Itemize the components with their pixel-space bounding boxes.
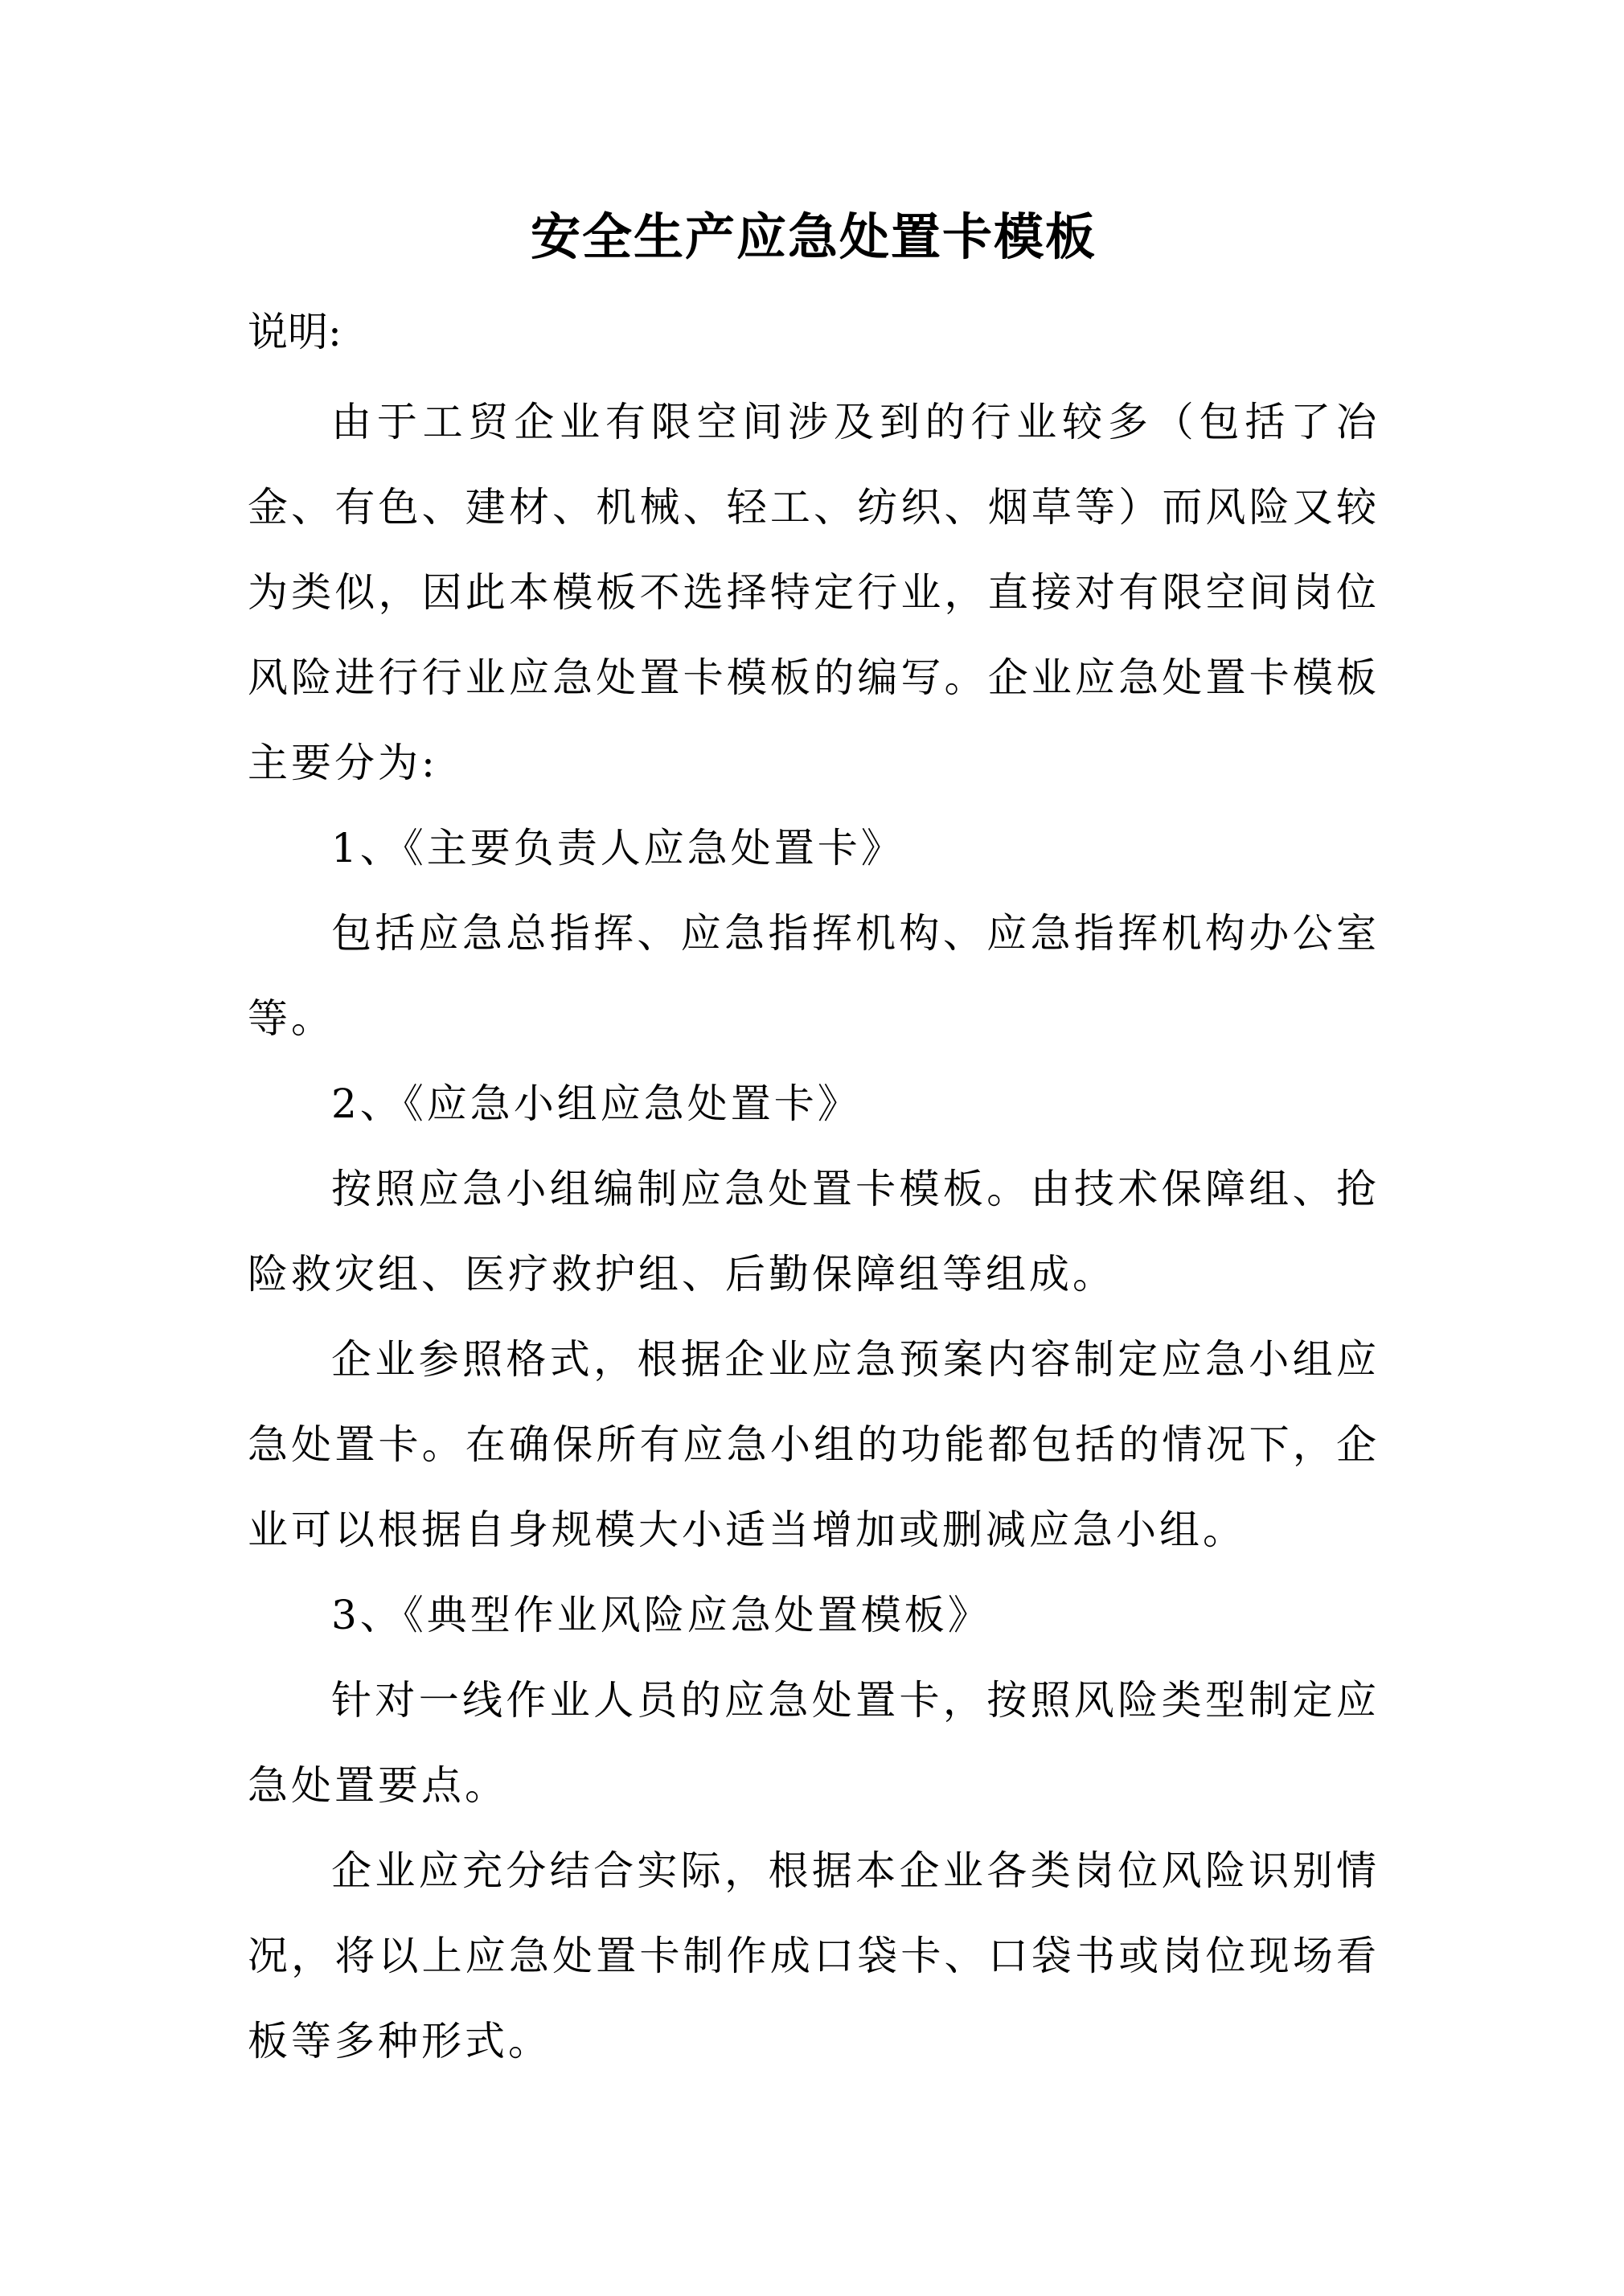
item-2-heading: 2、《应急小组应急处置卡》 (331, 1080, 861, 1127)
item-1-heading: 1、《主要负责人应急处置卡》 (331, 825, 904, 871)
document-body (248, 379, 1380, 2084)
item-2-note: 企业参照格式，根据企业应急预案内容制定应急小组应急处置卡。在确保所有应急小组的功能都包括的情况下，企业可以根据自身规模大小适当增加或删减应急小组。 (248, 1336, 1380, 1553)
item-3-description: 针对一线作业人员的应急处置卡，按照风险类型制定应急处置要点。 (248, 1677, 1380, 1809)
document-title: 安全生产应急处置卡模板 (530, 207, 1097, 266)
intro-paragraph: 由于工贸企业有限空间涉及到的行业较多（包括了冶金、有色、建材、机械、轻工、纺织、烟草等）而风险又较为类似，因此本模板不选择特定行业，直接对有限空间岗位风险进行行业应急处置卡模板的编写。企业应急处置卡模板主要分为: (248, 399, 1380, 786)
item-3-heading: 3、《典型作业风险应急处置模板》 (331, 1592, 991, 1638)
item-2-description: 按照应急小组编制应急处置卡模板。由技术保障组、抢险救灾组、医疗救护组、后勤保障组等组成。 (248, 1166, 1380, 1298)
item-1-description: 包括应急总指挥、应急指挥机构、应急指挥机构办公室等。 (248, 910, 1380, 1042)
explanation-label: 说明: (248, 309, 342, 355)
closing-paragraph: 企业应充分结合实际，根据本企业各类岗位风险识别情况，将以上应急处置卡制作成口袋卡、口袋书或岗位现场看板等多种形式。 (248, 1847, 1380, 2064)
